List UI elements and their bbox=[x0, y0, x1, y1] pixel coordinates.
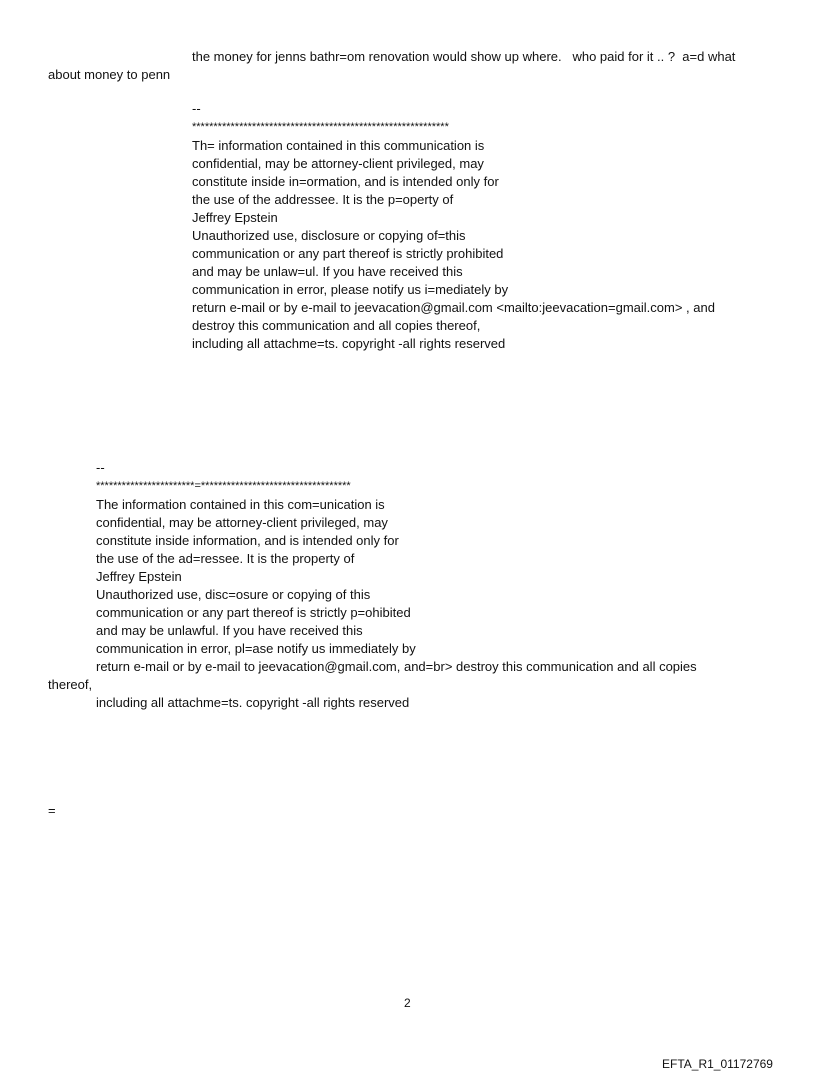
disclaimer-line: and may be unlaw=ul. If you have received this bbox=[192, 264, 463, 279]
disclaimer-line: communication or any part thereof is strictly p=ohibited bbox=[96, 605, 411, 620]
disclaimer-line: destroy this communication and all copies thereof, bbox=[192, 318, 481, 333]
disclaimer-line: The information contained in this com=unication is bbox=[96, 497, 385, 512]
disclaimer-line: Th= information contained in this communication is bbox=[192, 138, 485, 153]
signature-stars: ************************************************************ bbox=[192, 121, 449, 133]
page-number: 2 bbox=[404, 996, 411, 1010]
email-text-line: about money to penn bbox=[48, 67, 171, 82]
disclaimer-line: constitute inside in=ormation, and is intended only for bbox=[192, 174, 499, 189]
disclaimer-line: Jeffrey Epstein bbox=[192, 210, 278, 225]
disclaimer-line: confidential, may be attorney-client privileged, may bbox=[96, 515, 388, 530]
disclaimer-line: constitute inside information, and is intended only for bbox=[96, 533, 399, 548]
disclaimer-line: Unauthorized use, disclosure or copying of=this bbox=[192, 228, 466, 243]
disclaimer-line: including all attachme=ts. copyright -all rights reserved bbox=[192, 336, 506, 351]
disclaimer-line: and may be unlawful. If you have received this bbox=[96, 623, 363, 638]
signature-stars: ***********************=*********************************** bbox=[96, 480, 351, 492]
document-id: EFTA_R1_01172769 bbox=[662, 1057, 773, 1071]
disclaimer-line: communication in error, pl=ase notify us immediately by bbox=[96, 641, 416, 656]
signature-dashes: -- bbox=[192, 101, 201, 116]
disclaimer-line: Unauthorized use, disc=osure or copying of this bbox=[96, 587, 371, 602]
disclaimer-line: the use of the addressee. It is the p=operty of bbox=[192, 192, 454, 207]
email-text-line: the money for jenns bathr=om renovation would show up where. who paid for it .. ? a=d what bbox=[192, 49, 736, 64]
signature-dashes: -- bbox=[96, 460, 105, 475]
disclaimer-line: communication or any part thereof is strictly prohibited bbox=[192, 246, 504, 261]
disclaimer-line: thereof, bbox=[48, 677, 93, 692]
disclaimer-line: return e-mail or by e-mail to jeevacation@gmail.com <mailto:jeevacation=gmail.com> , and bbox=[192, 300, 715, 315]
disclaimer-line: including all attachme=ts. copyright -all rights reserved bbox=[96, 695, 410, 710]
disclaimer-line: Jeffrey Epstein bbox=[96, 569, 182, 584]
trailing-equals: = bbox=[48, 803, 56, 818]
disclaimer-line: return e-mail or by e-mail to jeevacation@gmail.com, and=br> destroy this communication and all copies bbox=[96, 659, 697, 674]
disclaimer-line: the use of the ad=ressee. It is the property of bbox=[96, 551, 355, 566]
disclaimer-line: confidential, may be attorney-client privileged, may bbox=[192, 156, 484, 171]
disclaimer-line: communication in error, please notify us i=mediately by bbox=[192, 282, 509, 297]
